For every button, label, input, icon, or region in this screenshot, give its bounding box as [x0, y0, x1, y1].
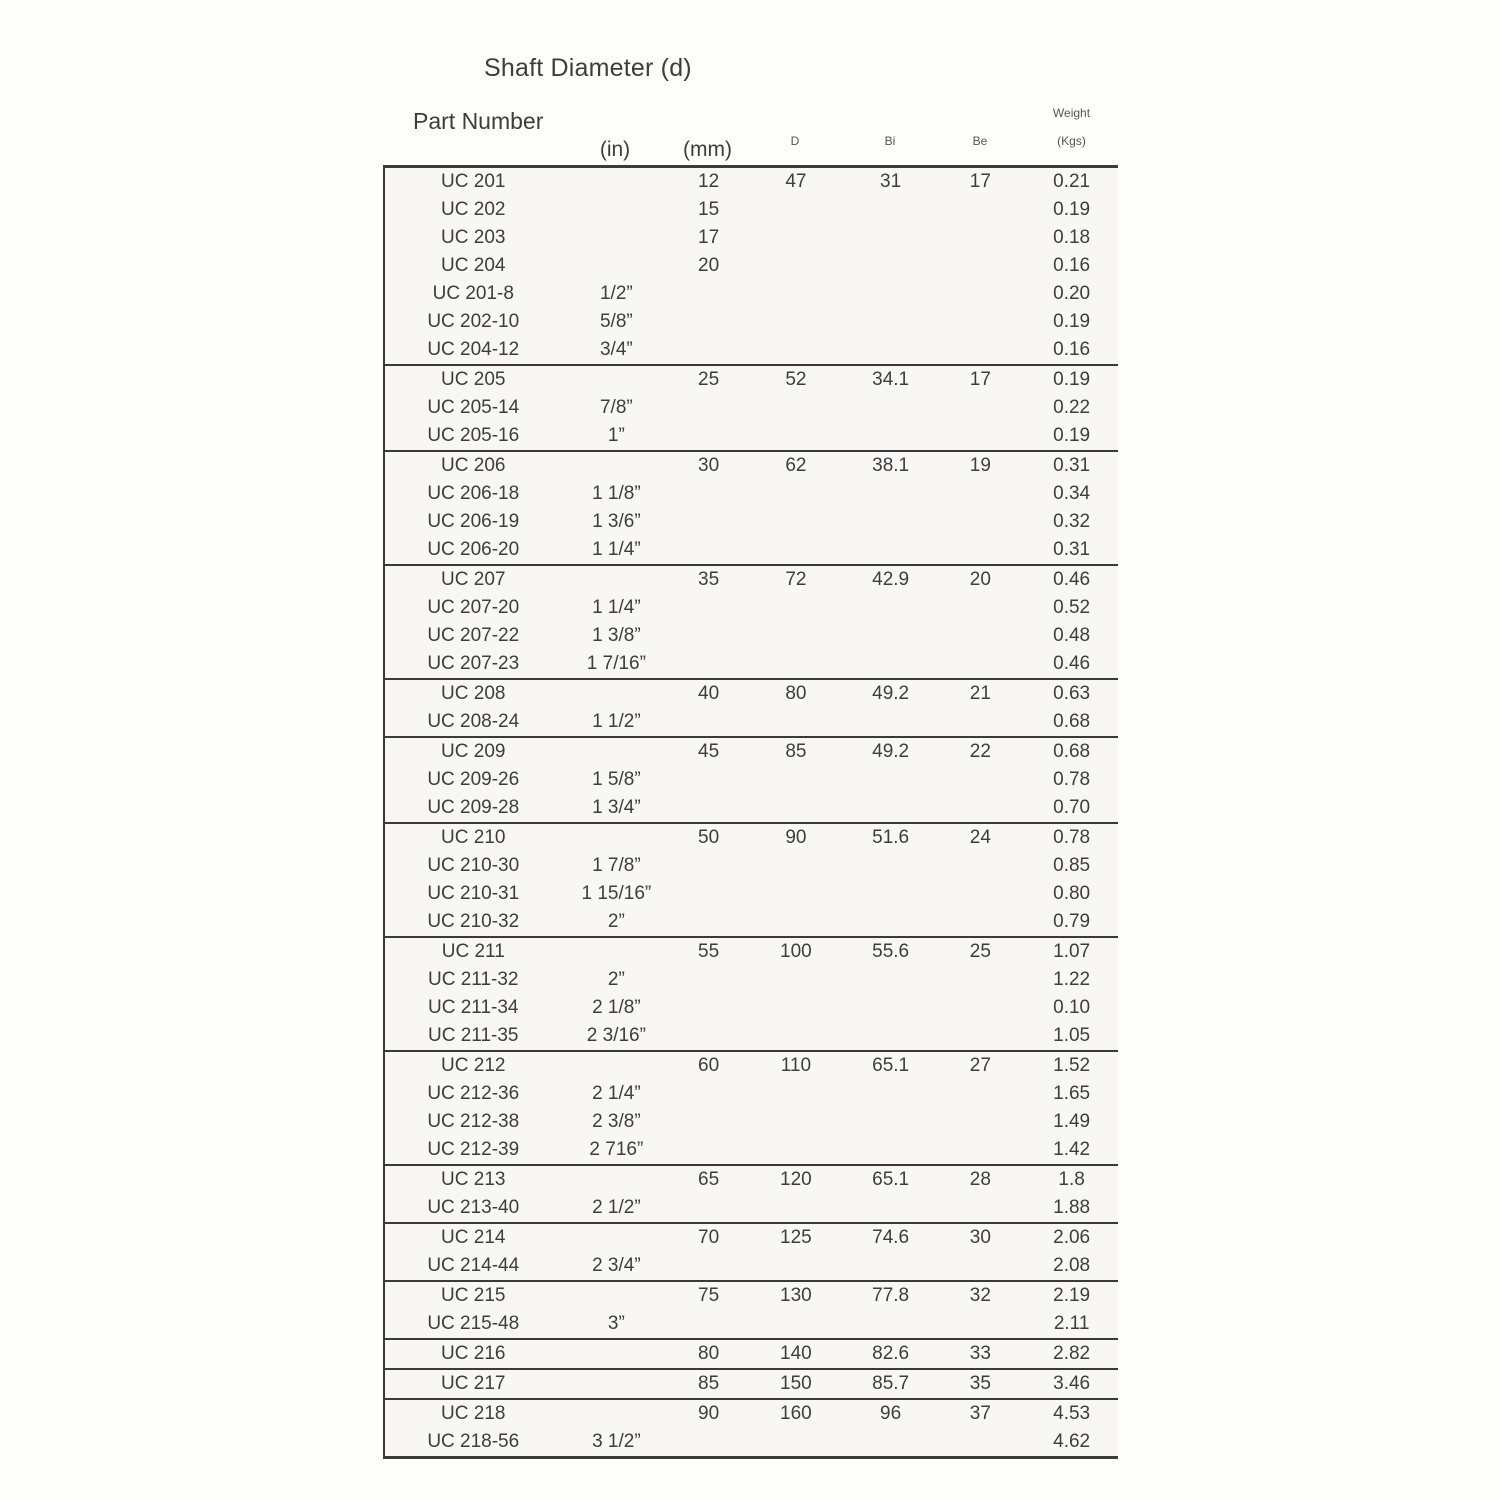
- weight-cell: 0.85: [1053, 855, 1091, 876]
- dim-d-cell: 62: [785, 455, 807, 476]
- dim-be-cell: 35: [969, 1373, 991, 1394]
- dim-bi-cell: 85.7: [872, 1373, 910, 1394]
- table-row: [385, 622, 1118, 650]
- table-row: [385, 738, 1118, 766]
- weight-cell: 0.78: [1053, 769, 1091, 790]
- weight-cell: 0.46: [1053, 653, 1091, 674]
- shaft-in-cell: 1 3/8”: [592, 625, 641, 646]
- shaft-in-cell: 1 1/4”: [592, 539, 641, 560]
- dim-bi-cell: 82.6: [872, 1343, 910, 1364]
- part-number-cell: UC 211-32: [428, 969, 519, 990]
- part-number-cell: UC 210-30: [427, 855, 520, 876]
- table-row: [385, 1224, 1118, 1252]
- shaft-in-cell: 2”: [607, 911, 625, 932]
- shaft-in-cell: 1 1/8”: [592, 483, 641, 504]
- dim-be-cell: 28: [969, 1169, 991, 1190]
- table-group: [385, 1166, 1118, 1224]
- part-number-cell: UC 202: [441, 199, 506, 220]
- weight-cell: 1.07: [1053, 941, 1091, 962]
- table-row: [385, 908, 1118, 936]
- column-header-d: D: [790, 134, 800, 148]
- column-header-be: Be: [972, 134, 988, 148]
- dim-bi-cell: 55.6: [872, 941, 910, 962]
- shaft-mm-cell: 85: [698, 1373, 720, 1394]
- shaft-in-cell: 1 1/4”: [592, 597, 641, 618]
- table-row: [385, 1022, 1118, 1050]
- table-row: [385, 394, 1118, 422]
- part-number-cell: UC 208-24: [427, 711, 520, 732]
- spec-table: [383, 165, 1118, 1459]
- table-row: [385, 1282, 1118, 1310]
- dim-d-cell: 120: [780, 1169, 812, 1190]
- weight-cell: 2.06: [1053, 1227, 1091, 1248]
- weight-cell: 0.19: [1053, 369, 1091, 390]
- weight-cell: 0.48: [1053, 625, 1091, 646]
- dim-be-cell: 21: [969, 683, 991, 704]
- shaft-mm-cell: 80: [698, 1343, 720, 1364]
- part-number-cell: UC 202-10: [427, 311, 520, 332]
- weight-cell: 0.46: [1053, 569, 1091, 590]
- table-row: [385, 280, 1118, 308]
- table-group: [385, 452, 1118, 566]
- shaft-in-cell: 1”: [607, 425, 625, 446]
- part-number-cell: UC 206-19: [427, 511, 520, 532]
- table-group: [385, 1400, 1118, 1456]
- part-number-cell: UC 211: [441, 941, 505, 962]
- table-row: [385, 196, 1118, 224]
- weight-cell: 0.68: [1053, 711, 1091, 732]
- weight-cell: 0.19: [1053, 199, 1091, 220]
- dim-bi-cell: 49.2: [872, 683, 910, 704]
- table-row: [385, 880, 1118, 908]
- table-group: [385, 366, 1118, 452]
- shaft-in-cell: 2 1/2”: [592, 1197, 641, 1218]
- dim-d-cell: 52: [785, 369, 807, 390]
- table-group: [385, 824, 1118, 938]
- weight-cell: 0.34: [1053, 483, 1091, 504]
- weight-cell: 0.32: [1053, 511, 1091, 532]
- table-row: [385, 480, 1118, 508]
- table-row: [385, 594, 1118, 622]
- table-group: [385, 1370, 1118, 1400]
- table-group: [385, 738, 1118, 824]
- shaft-in-cell: 2 3/4”: [592, 1255, 641, 1276]
- table-row: [385, 1166, 1118, 1194]
- dim-d-cell: 140: [780, 1343, 812, 1364]
- part-number-cell: UC 201-8: [432, 283, 514, 304]
- table-group: [385, 1340, 1118, 1370]
- part-number-cell: UC 213: [441, 1169, 506, 1190]
- weight-cell: 0.19: [1053, 425, 1091, 446]
- table-group: [385, 1224, 1118, 1282]
- weight-cell: 0.80: [1053, 883, 1091, 904]
- table-row: [385, 168, 1118, 196]
- part-number-cell: UC 213-40: [427, 1197, 520, 1218]
- table-group: [385, 168, 1118, 366]
- weight-cell: 1.22: [1053, 969, 1091, 990]
- dim-bi-cell: 34.1: [872, 369, 910, 390]
- part-number-cell: UC 205-16: [427, 425, 520, 446]
- shaft-in-cell: 2 716”: [589, 1139, 644, 1160]
- dim-d-cell: 47: [785, 171, 807, 192]
- weight-cell: 0.68: [1053, 741, 1091, 762]
- dim-be-cell: 30: [969, 1227, 991, 1248]
- dim-bi-cell: 77.8: [872, 1285, 910, 1306]
- part-number-cell: UC 204-12: [427, 339, 520, 360]
- dim-bi-cell: 65.1: [872, 1055, 910, 1076]
- dim-d-cell: 130: [780, 1285, 812, 1306]
- shaft-in-cell: 2 1/8”: [592, 997, 641, 1018]
- part-number-cell: UC 218-56: [427, 1431, 520, 1452]
- weight-cell: 0.79: [1053, 911, 1091, 932]
- part-number-cell: UC 218: [441, 1403, 506, 1424]
- shaft-in-cell: 1 5/8”: [592, 769, 641, 790]
- table-row: [385, 366, 1118, 394]
- table-row: [385, 1136, 1118, 1164]
- part-number-cell: UC 217: [441, 1373, 506, 1394]
- shaft-in-cell: 5/8”: [599, 311, 633, 332]
- dim-be-cell: 19: [969, 455, 991, 476]
- part-number-cell: UC 207-22: [427, 625, 520, 646]
- column-header-in: (in): [599, 138, 631, 161]
- shaft-in-cell: 1 7/8”: [592, 855, 641, 876]
- shaft-in-cell: 2 3/16”: [586, 1025, 646, 1046]
- weight-cell: 0.70: [1053, 797, 1091, 818]
- shaft-in-cell: 1 7/16”: [586, 653, 646, 674]
- shaft-mm-cell: 65: [698, 1169, 720, 1190]
- table-group: [385, 1282, 1118, 1340]
- dim-be-cell: 27: [969, 1055, 991, 1076]
- dim-be-cell: 22: [969, 741, 991, 762]
- dim-be-cell: 33: [969, 1343, 991, 1364]
- table-row: [385, 1400, 1118, 1428]
- table-row: [385, 224, 1118, 252]
- shaft-in-cell: 2 3/8”: [592, 1111, 641, 1132]
- column-header-mm: (mm): [683, 138, 732, 161]
- dim-bi-cell: 65.1: [872, 1169, 910, 1190]
- table-row: [385, 852, 1118, 880]
- dim-d-cell: 160: [780, 1403, 812, 1424]
- part-number-cell: UC 205: [441, 369, 506, 390]
- part-number-cell: UC 210-32: [427, 911, 520, 932]
- dim-bi-cell: 74.6: [872, 1227, 910, 1248]
- table-row: [385, 650, 1118, 678]
- table-row: [385, 1428, 1118, 1456]
- part-number-cell: UC 210: [441, 827, 506, 848]
- part-number-cell: UC 209: [441, 741, 506, 762]
- shaft-mm-cell: 60: [698, 1055, 720, 1076]
- part-number-cell: UC 215-48: [427, 1313, 520, 1334]
- table-row: [385, 566, 1118, 594]
- table-row: [385, 1194, 1118, 1222]
- dim-bi-cell: 96: [880, 1403, 902, 1424]
- part-number-cell: UC 214-44: [427, 1255, 520, 1276]
- shaft-in-cell: 2”: [607, 969, 625, 990]
- table-row: [385, 794, 1118, 822]
- weight-cell: 1.42: [1053, 1139, 1091, 1160]
- column-header-weight: Weight: [1052, 106, 1091, 120]
- table-row: [385, 1370, 1118, 1398]
- weight-cell: 0.21: [1053, 171, 1091, 192]
- part-number-cell: UC 206-20: [427, 539, 520, 560]
- weight-cell: 0.19: [1053, 311, 1091, 332]
- dim-bi-cell: 42.9: [872, 569, 910, 590]
- dim-d-cell: 85: [785, 741, 807, 762]
- weight-cell: 0.10: [1053, 997, 1091, 1018]
- table-row: [385, 1252, 1118, 1280]
- dim-d-cell: 72: [785, 569, 807, 590]
- weight-cell: 0.52: [1053, 597, 1091, 618]
- table-row: [385, 966, 1118, 994]
- shaft-mm-cell: 15: [698, 199, 720, 220]
- table-row: [385, 708, 1118, 736]
- weight-cell: 0.31: [1053, 539, 1091, 560]
- weight-cell: 2.08: [1053, 1255, 1091, 1276]
- part-number-cell: UC 210-31: [427, 883, 520, 904]
- shaft-mm-cell: 30: [698, 455, 720, 476]
- part-number-cell: UC 209-28: [427, 797, 520, 818]
- table-row: [385, 422, 1118, 450]
- shaft-in-cell: 7/8”: [599, 397, 633, 418]
- weight-cell: 2.82: [1053, 1343, 1091, 1364]
- weight-cell: 1.05: [1053, 1025, 1091, 1046]
- shaft-in-cell: 1 15/16”: [581, 883, 652, 904]
- dim-d-cell: 100: [780, 941, 812, 962]
- weight-cell: 0.16: [1053, 339, 1091, 360]
- table-row: [385, 1080, 1118, 1108]
- part-number-cell: UC 216: [441, 1343, 506, 1364]
- part-number-cell: UC 205-14: [427, 397, 520, 418]
- dim-be-cell: 17: [969, 171, 991, 192]
- weight-cell: 0.22: [1053, 397, 1091, 418]
- part-number-cell: UC 212-39: [427, 1139, 520, 1160]
- table-row: [385, 508, 1118, 536]
- shaft-mm-cell: 40: [698, 683, 720, 704]
- shaft-in-cell: 3”: [607, 1313, 625, 1334]
- weight-cell: 0.16: [1053, 255, 1091, 276]
- part-number-cell: UC 214: [441, 1227, 506, 1248]
- weight-cell: 2.19: [1053, 1285, 1091, 1306]
- shaft-in-cell: 3/4”: [599, 339, 633, 360]
- dim-d-cell: 150: [780, 1373, 812, 1394]
- shaft-mm-cell: 12: [698, 171, 720, 192]
- part-number-cell: UC 207-23: [427, 653, 520, 674]
- table-row: [385, 536, 1118, 564]
- dim-d-cell: 80: [785, 683, 807, 704]
- dim-bi-cell: 31: [880, 171, 902, 192]
- dim-be-cell: 17: [969, 369, 991, 390]
- table-row: [385, 1340, 1118, 1368]
- shaft-in-cell: 1 3/4”: [592, 797, 641, 818]
- shaft-mm-cell: 17: [698, 227, 720, 248]
- table-row: [385, 1052, 1118, 1080]
- table-group: [385, 938, 1118, 1052]
- part-number-cell: UC 212-38: [427, 1111, 520, 1132]
- weight-cell: 3.46: [1053, 1373, 1091, 1394]
- part-number-cell: UC 203: [441, 227, 506, 248]
- shaft-mm-cell: 75: [698, 1285, 720, 1306]
- column-header-weight-unit: (Kgs): [1057, 134, 1086, 148]
- weight-cell: 0.63: [1053, 683, 1091, 704]
- table-row: [385, 1108, 1118, 1136]
- part-number-cell: UC 207-20: [427, 597, 520, 618]
- part-number-cell: UC 206: [441, 455, 506, 476]
- table-group: [385, 1052, 1118, 1166]
- shaft-mm-cell: 35: [698, 569, 720, 590]
- table-row: [385, 252, 1118, 280]
- shaft-in-cell: 1/2”: [599, 283, 633, 304]
- shaft-in-cell: 1 1/2”: [592, 711, 641, 732]
- part-number-cell: UC 206-18: [427, 483, 520, 504]
- table-row: [385, 336, 1118, 364]
- dim-d-cell: 125: [780, 1227, 812, 1248]
- table-row: [385, 452, 1118, 480]
- column-header-bi: Bi: [884, 134, 896, 148]
- table-row: [385, 824, 1118, 852]
- part-number-cell: UC 212-36: [427, 1083, 520, 1104]
- weight-cell: 0.20: [1053, 283, 1091, 304]
- weight-cell: 1.88: [1053, 1197, 1091, 1218]
- dim-be-cell: 37: [969, 1403, 991, 1424]
- table-group: [385, 566, 1118, 680]
- weight-cell: 1.52: [1053, 1055, 1091, 1076]
- dim-be-cell: 20: [969, 569, 991, 590]
- shaft-diameter-title: Shaft Diameter (d): [484, 54, 692, 82]
- table-row: [385, 308, 1118, 336]
- table-row: [385, 766, 1118, 794]
- shaft-mm-cell: 25: [698, 369, 720, 390]
- weight-cell: 0.18: [1053, 227, 1091, 248]
- part-number-label: Part Number: [413, 108, 544, 134]
- part-number-cell: UC 215: [441, 1285, 506, 1306]
- weight-cell: 4.62: [1053, 1431, 1091, 1452]
- shaft-mm-cell: 50: [698, 827, 720, 848]
- part-number-cell: UC 204: [441, 255, 506, 276]
- part-number-cell: UC 211-35: [428, 1025, 519, 1046]
- table-group: [385, 680, 1118, 738]
- dim-bi-cell: 51.6: [872, 827, 910, 848]
- dim-be-cell: 24: [969, 827, 991, 848]
- shaft-mm-cell: 45: [698, 741, 720, 762]
- dim-d-cell: 110: [780, 1055, 812, 1076]
- table-row: [385, 994, 1118, 1022]
- shaft-in-cell: 1 3/6”: [592, 511, 641, 532]
- part-number-cell: UC 207: [441, 569, 506, 590]
- table-row: [385, 938, 1118, 966]
- weight-cell: 4.53: [1053, 1403, 1091, 1424]
- dim-bi-cell: 38.1: [872, 455, 910, 476]
- part-number-cell: UC 212: [441, 1055, 506, 1076]
- part-number-cell: UC 201: [441, 171, 506, 192]
- weight-cell: 1.8: [1058, 1169, 1085, 1190]
- shaft-mm-cell: 20: [698, 255, 720, 276]
- part-number-cell: UC 209-26: [427, 769, 520, 790]
- weight-cell: 1.49: [1053, 1111, 1091, 1132]
- dim-be-cell: 32: [969, 1285, 991, 1306]
- dim-be-cell: 25: [969, 941, 991, 962]
- weight-cell: 0.31: [1053, 455, 1091, 476]
- shaft-mm-cell: 55: [698, 941, 720, 962]
- dim-bi-cell: 49.2: [872, 741, 910, 762]
- weight-cell: 1.65: [1053, 1083, 1091, 1104]
- part-number-cell: UC 208: [441, 683, 506, 704]
- table-row: [385, 680, 1118, 708]
- table-row: [385, 1310, 1118, 1338]
- shaft-in-cell: 2 1/4”: [592, 1083, 641, 1104]
- shaft-in-cell: 3 1/2”: [592, 1431, 641, 1452]
- part-number-cell: UC 211-34: [428, 997, 519, 1018]
- shaft-mm-cell: 70: [698, 1227, 720, 1248]
- dim-d-cell: 90: [785, 827, 807, 848]
- weight-cell: 2.11: [1053, 1313, 1090, 1334]
- weight-cell: 0.78: [1053, 827, 1091, 848]
- shaft-mm-cell: 90: [698, 1403, 720, 1424]
